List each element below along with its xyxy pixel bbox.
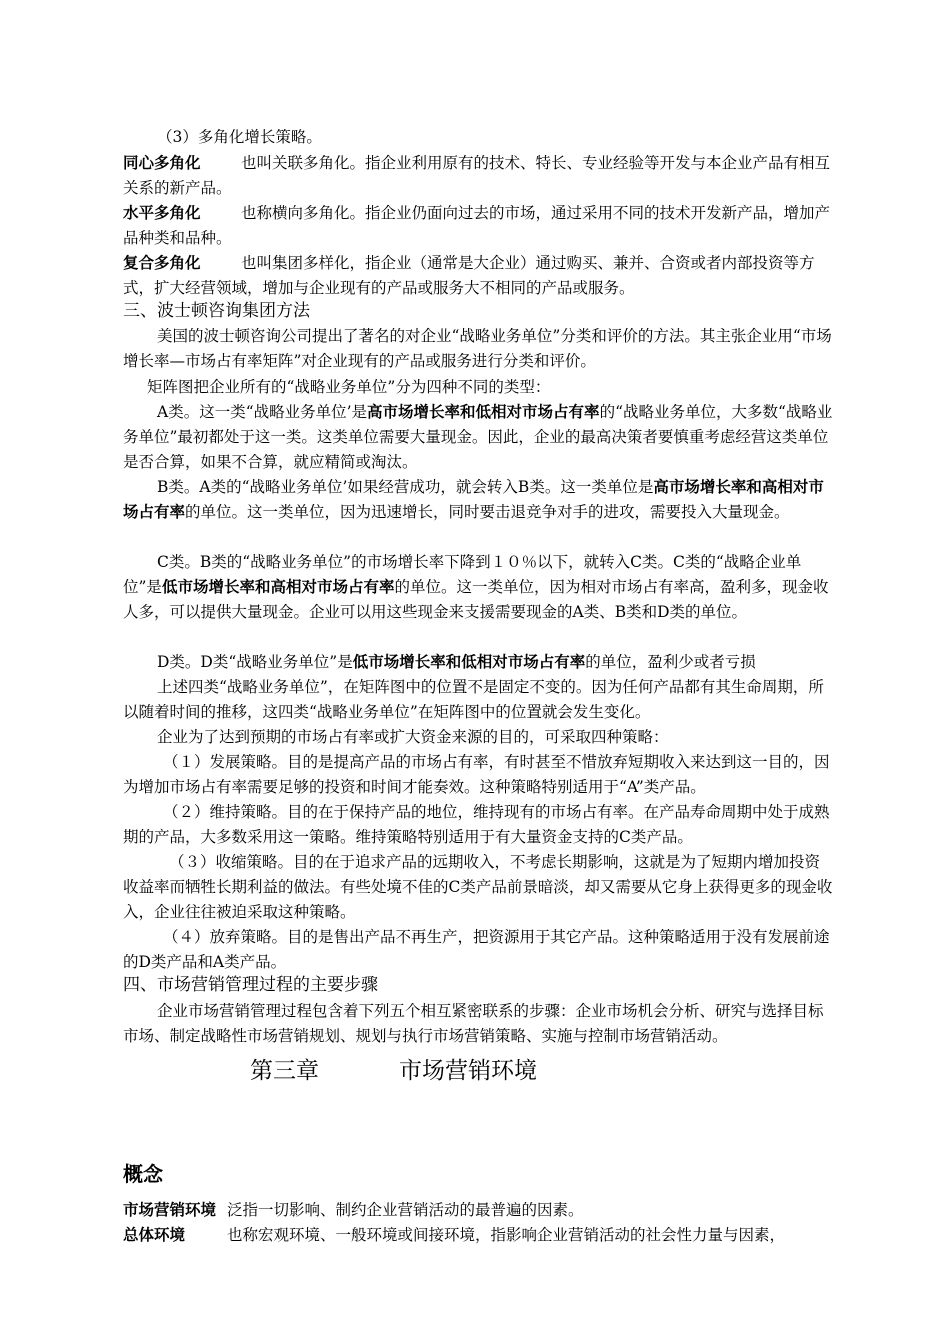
concentric-diversification-paragraph bbox=[123, 151, 835, 201]
marketing-environment-definition bbox=[123, 1198, 835, 1223]
strategy-maintain-paragraph: （２）维持策略。目的在于保持产品的地位，维持现有的市场占有率。在产品寿命周期中处于成熟期的产品，大多数采用这一策略。维持策略特别适用于有大量资金支持的C类产品。 bbox=[123, 803, 830, 846]
type-a-bold: 高市场增长率和低相对市场占有率 bbox=[367, 403, 600, 421]
type-c-post: 的单位。这一类单位，因为相对市场占有率高，盈利多，现金收人多，可以提供大量现金。企业可以用这些现金来支援需要现金的A类、B类和D类的单位。 bbox=[123, 578, 829, 621]
type-c-paragraph bbox=[123, 550, 835, 625]
type-a-paragraph bbox=[123, 400, 835, 475]
marketing-environment-term: 市场营销环境 bbox=[123, 1201, 217, 1219]
strategy-divest-paragraph: （４）放弃策略。目的是售出产品不再生产，把资源用于其它产品。这种策略适用于没有发展前途的D类产品和A类产品。 bbox=[123, 928, 830, 971]
concentric-term: 同心多角化 bbox=[123, 154, 201, 172]
section3-heading: 三、波士顿咨询集团方法 bbox=[123, 301, 310, 321]
type-a-pre: A类。这一类“战略业务单位’是 bbox=[157, 403, 368, 421]
type-c-bold: 低市场增长率和高相对市场占有率 bbox=[161, 578, 395, 596]
strategy-harvest-paragraph: （３）收缩策略。目的在于追求产品的远期收入，不考虑长期影响，这就是为了短期内增加投资收益率而牺牲长期利益的做法。有些处境不佳的C类产品前景暗淡，却又需要从它身上获得更多的现金收入，企业往往被迫采取这种策略。 bbox=[123, 853, 833, 921]
horizontal-diversification-paragraph bbox=[123, 201, 835, 251]
matrix-intro-paragraph: 矩阵图把企业所有的“战略业务单位”分为四种不同的类型： bbox=[147, 378, 551, 396]
conglomerate-text: 也叫集团多样化，指企业（通常是大企业）通过购买、兼并、合资或者内部投资等方式，扩大经营领域，增加与企业现有的产品或服务大不相同的产品或服务。 bbox=[123, 254, 815, 297]
conglomerate-term: 复合多角化 bbox=[123, 254, 201, 272]
horizontal-term: 水平多角化 bbox=[123, 204, 201, 222]
macro-environment-term: 总体环境 bbox=[123, 1226, 186, 1244]
summary-paragraph: 上述四类“战略业务单位”，在矩阵图中的位置不是固定不变的。因为任何产品都有其生命周期，所以随着时间的推移，这四类“战略业务单位”在矩阵图中的位置就会发生变化。 bbox=[123, 678, 824, 721]
type-a-post: 的“战略业务单位，大多数“战略业务单位”最初都处于这一类。这类单位需要大量现金。因此，企业的最高决策者要慎重考虑经营这类单位是否合算，如果不合算，就应精简或淘汰。 bbox=[123, 403, 833, 471]
macro-environment-text: 也称宏观环境、一般环境或间接环境，指影响企业营销活动的社会性力量与因素， bbox=[227, 1226, 786, 1244]
macro-environment-definition bbox=[123, 1223, 835, 1248]
section4-heading: 四、市场营销管理过程的主要步骤 bbox=[123, 975, 378, 995]
conglomerate-diversification-paragraph bbox=[123, 251, 835, 301]
section4-paragraph: 企业市场营销管理过程包含着下列五个相互紧密联系的步骤：企业市场机会分析、研究与选择目标市场、制定战略性市场营销规划、规划与执行市场营销策略、实施与控制市场营销活动。 bbox=[123, 1002, 824, 1045]
marketing-environment-text: 泛指一切影响、制约企业营销活动的最普遍的因素。 bbox=[227, 1201, 584, 1219]
type-b-bold: 高市场增长率和高相对市场占有率 bbox=[123, 478, 824, 521]
type-b-paragraph bbox=[123, 475, 835, 525]
strategies-intro-paragraph: 企业为了达到预期的市场占有率或扩大资金来源的目的，可采取四种策略： bbox=[157, 728, 669, 746]
chapter-title: 市场营销环境 bbox=[399, 1058, 537, 1084]
type-b-pre: B类。A类的“战略业务单位’如果经营成功，就会转入B类。这一类单位是 bbox=[157, 478, 654, 496]
chapter-number: 第三章 bbox=[250, 1058, 319, 1084]
item-diversification-heading: （3）多角化增长策略。 bbox=[157, 128, 322, 146]
concentric-text: 也叫关联多角化。指企业利用原有的技术、特长、专业经验等开发与本企业产品有相互关系的新产品。 bbox=[123, 154, 831, 197]
type-d-bold: 低市场增长率和低相对市场占有率 bbox=[352, 653, 586, 671]
horizontal-text: 也称横向多角化。指企业仍面向过去的市场，通过采用不同的技术开发新产品，增加产品种类和品种。 bbox=[123, 204, 831, 247]
type-c-pre: C类。B类的“战略业务单位”的市场增长率下降到１０％以下，就转入C类。C类的“战略企业单位”是 bbox=[123, 553, 802, 596]
strategy-develop-paragraph: （１）发展策略。目的是提高产品的市场占有率，有时甚至不惜放弃短期收入来达到这一目的，因为增加市场占有率需要足够的投资和时间才能奏效。这种策略特别适用于“A”类产品。 bbox=[123, 753, 830, 796]
chapter-heading bbox=[250, 1055, 537, 1087]
concept-heading: 概念 bbox=[123, 1162, 163, 1186]
type-d-pre: D类。D类“战略业务单位”是 bbox=[157, 653, 353, 671]
type-b-post: 的单位。这一类单位，因为迅速增长，同时要击退竞争对手的进攻，需要投入大量现金。 bbox=[185, 503, 790, 521]
bcg-intro-paragraph: 美国的波士顿咨询公司提出了著名的对企业“战略业务单位”分类和评价的方法。其主张企业用“市场增长率—市场占有率矩阵”对企业现有的产品或服务进行分类和评价。 bbox=[123, 327, 832, 370]
type-d-post: 的单位，盈利少或者亏损 bbox=[585, 653, 756, 671]
type-d-paragraph bbox=[123, 650, 835, 675]
